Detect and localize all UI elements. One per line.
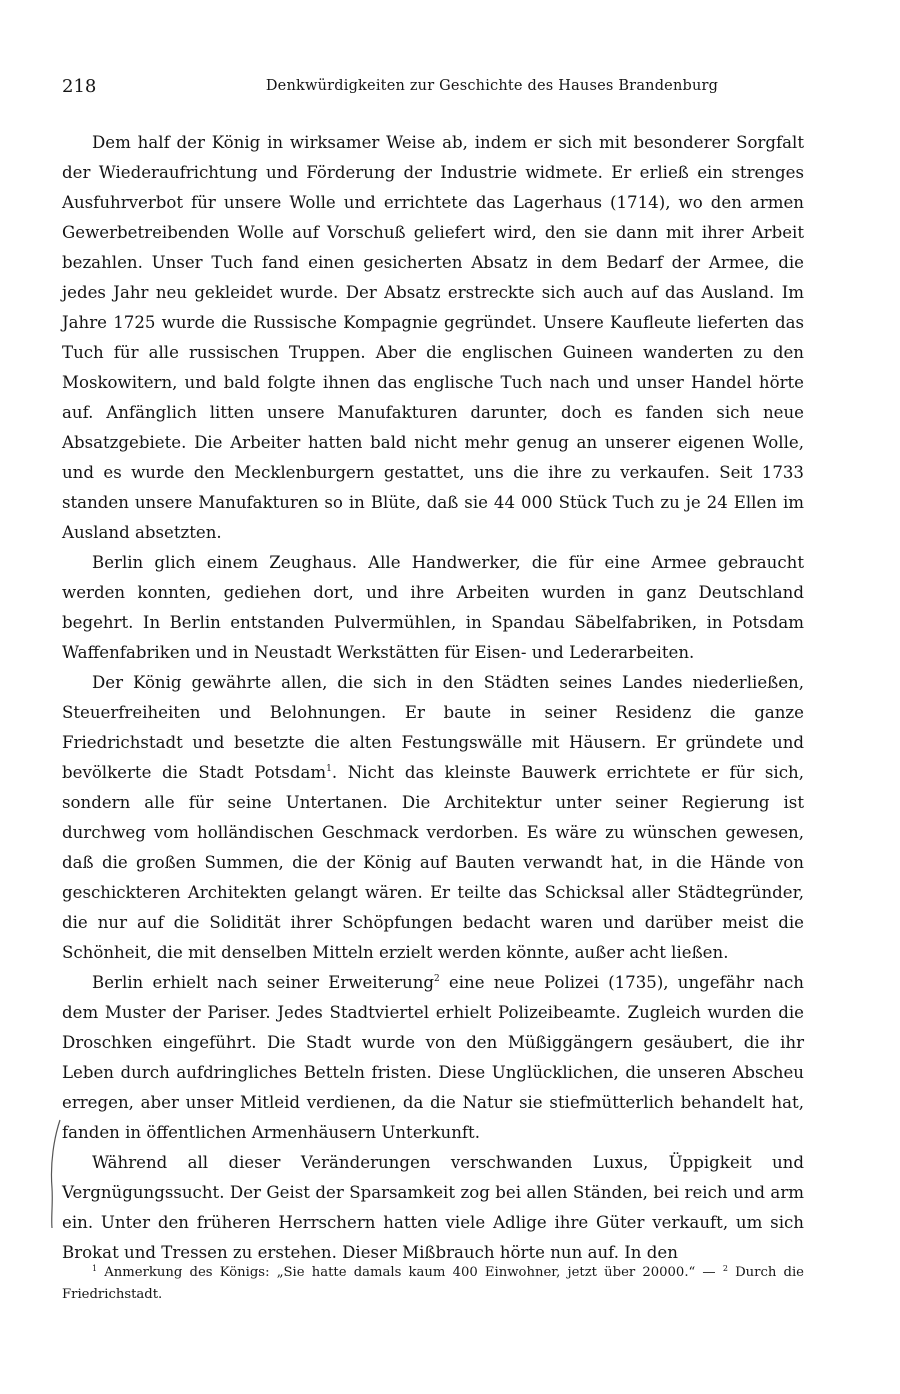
paragraph-3-part-2: . Nicht das kleinste Bauwerk errichtete er für sich, sondern alle für seine Untertanen. Die Architektur unter seiner Regierung ist durchweg vom holländischen Geschmack verdorben. Es wäre zu wünschen gewesen, daß die großen Summen, die der König auf Bauten verwandt hat, in die Hände von geschickteren Architekten gelangt wären. Er teilte das Schicksal aller Städtegründer, die nur auf die Solidität ihrer Schöpfungen bedacht waren und darüber meist die Schönheit, die mit denselben Mitteln erzielt werden könnte, außer acht ließen. <box>62 763 804 962</box>
footnote-1-text: Anmerkung des Königs: „Sie hatte damals kaum 400 Einwohner, jetzt über 20000.“ — <box>97 1265 723 1280</box>
footnote-block <box>62 1262 804 1306</box>
paragraph-4-part-2: eine neue Polizei (1735), ungefähr nach dem Muster der Pariser. Jedes Stadtviertel erhielt Polizeibeamte. Zugleich wurden die Droschken eingeführt. Die Stadt wurde von den Müßiggängern gesäubert, die ihr Leben durch aufdringliches Betteln fristen. Diese Unglücklichen, die unseren Abscheu erregen, aber unser Mitleid verdienen, da die Natur sie stiefmütterlich behandelt hat, fanden in öffentlichen Armenhäusern Unterkunft. <box>62 973 804 1142</box>
margin-pencil-mark <box>46 1118 70 1230</box>
footnote-2-text: Durch die Friedrichstadt. <box>62 1265 804 1302</box>
paragraph-3 <box>62 668 804 968</box>
page-number: 218 <box>62 76 97 97</box>
footnote-marker-2: 2 <box>722 1264 728 1273</box>
paragraph-2: Berlin glich einem Zeughaus. Alle Handwerker, die für eine Armee gebraucht werden konnten, gediehen dort, und ihre Arbeiten wurden in ganz Deutschland begehrt. In Berlin entstanden Pulvermühlen, in Spandau Säbelfabriken, in Potsdam Waffenfabriken und in Neustadt Werkstätten für Eisen- und Lederarbeiten. <box>62 553 804 662</box>
page-header <box>62 76 802 100</box>
paragraph-4-part-1: Berlin erhielt nach seiner Erweiterung <box>92 973 434 992</box>
footnotes <box>62 1262 804 1306</box>
paragraph-1: Dem half der König in wirksamer Weise ab, indem er sich mit besonderer Sorgfalt der Wiederaufrichtung und Förderung der Industrie widmete. Er erließ ein strenges Ausfuhrverbot für unsere Wolle und errichtete das Lagerhaus (1714), wo den armen Gewerbetreibenden Wolle auf Vorschuß geliefert wird, den sie dann mit ihrer Arbeit bezahlen. Unser Tuch fand einen gesicherten Absatz in dem Bedarf der Armee, die jedes Jahr neu gekleidet wurde. Der Absatz erstreckte sich auch auf das Ausland. Im Jahre 1725 wurde die Russische Kompagnie gegründet. Unsere Kaufleute lieferten das Tuch für alle russischen Truppen. Aber die englischen Guineen wanderten zu den Moskowitern, und bald folgte ihnen das englische Tuch nach und unser Handel hörte auf. Anfänglich litten unsere Manufakturen darunter, doch es fanden sich neue Absatzgebiete. Die Arbeiter hatten bald nicht mehr genug an unserer eigenen Wolle, und es wurde den Mecklenburgern gestattet, uns die ihre zu verkaufen. Seit 1733 standen unsere Manufakturen so in Blüte, daß sie 44 000 Stück Tuch zu je 24 Ellen im Ausland absetzten. <box>62 133 804 542</box>
footnote-marker-1: 1 <box>92 1264 98 1273</box>
paragraph-3-part-1: Der König gewährte allen, die sich in den Städten seines Landes niederließen, Steuerfreiheiten und Belohnungen. Er baute in seiner Residenz die ganze Friedrichstadt und besetzte die alten Festungswälle mit Häusern. Er gründete und bevölkerte die Stadt Potsdam <box>62 673 804 782</box>
running-head: Denkwürdigkeiten zur Geschichte des Hauses Brandenburg <box>265 78 719 94</box>
paragraph-4 <box>62 968 804 1148</box>
footnote-ref-2: 2 <box>434 974 440 984</box>
paragraph-5: Während all dieser Veränderungen verschwanden Luxus, Üppigkeit und Vergnügungssucht. Der Geist der Sparsamkeit zog bei allen Ständen, bei reich und arm ein. Unter den früheren Herrschern hatten viele Adlige ihre Güter verkauft, um sich Brokat und Tressen zu erstehen. Dieser Mißbrauch hörte nun auf. In den <box>62 1153 804 1262</box>
footnote-ref-1: 1 <box>326 764 332 774</box>
body-text <box>62 128 804 1268</box>
